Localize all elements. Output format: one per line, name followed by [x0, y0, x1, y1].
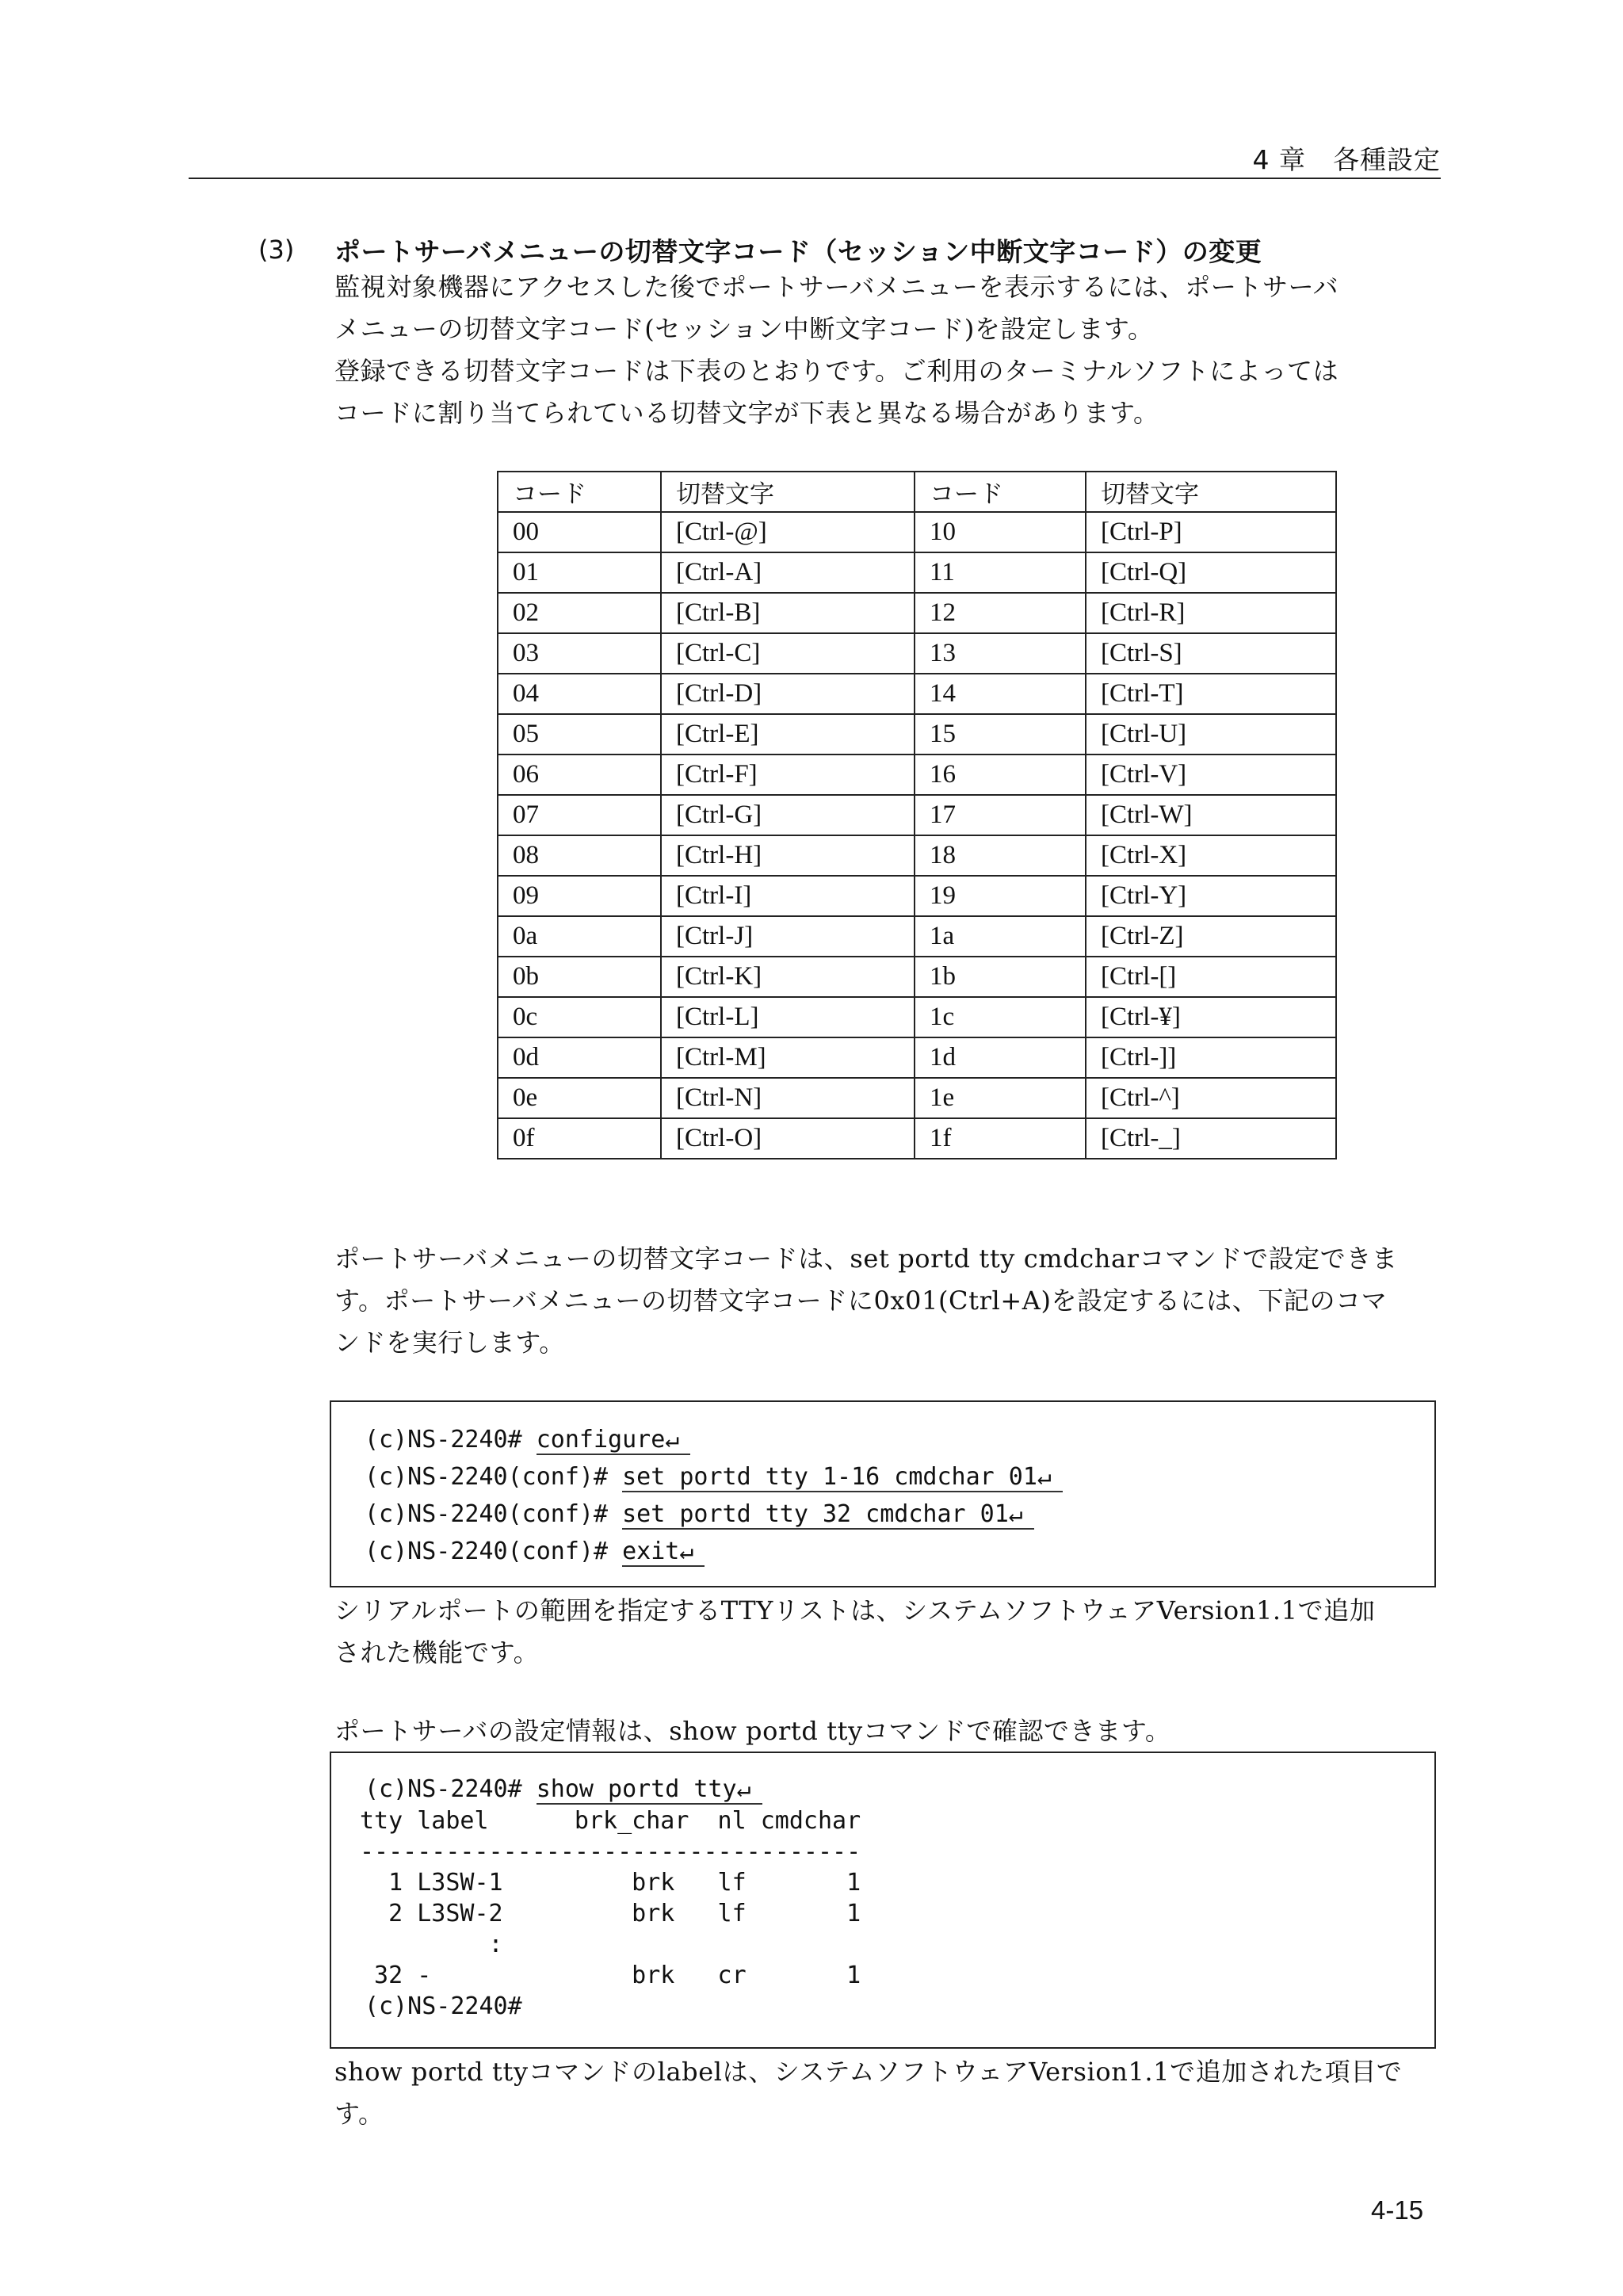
cell-code: 02 [498, 593, 661, 633]
code-output-line: 2 L3SW-2 brk lf 1 [360, 1900, 861, 1927]
table-row [498, 714, 1336, 755]
cell-switch-char: [Ctrl-R] [1086, 593, 1336, 633]
header-switch-char: 切替文字 [661, 472, 915, 512]
cell-switch-char: [Ctrl-S] [1086, 633, 1336, 674]
cell-switch-char: [Ctrl-H] [661, 835, 915, 876]
code-output-line: tty label brk_char nl cmdchar [360, 1807, 861, 1835]
cli-command: exit↵ [622, 1538, 705, 1567]
cell-switch-char: [Ctrl-F] [661, 755, 915, 795]
cell-code: 0d [498, 1037, 661, 1078]
tty-list-note [334, 1590, 1444, 1674]
cell-switch-char: [Ctrl-^] [1086, 1078, 1336, 1118]
table-row [498, 835, 1336, 876]
cell-code: 03 [498, 633, 661, 674]
cell-switch-char: [Ctrl-B] [661, 593, 915, 633]
cell-switch-char: [Ctrl-N] [661, 1078, 915, 1118]
cmdchar-paragraph [334, 1238, 1444, 1364]
table-row [498, 1118, 1336, 1159]
show-paragraph [334, 1710, 1444, 1752]
cell-code: 13 [915, 633, 1086, 674]
table-body [498, 512, 1336, 1159]
cell-switch-char: [Ctrl-V] [1086, 755, 1336, 795]
cell-code: 06 [498, 755, 661, 795]
cell-switch-char: [Ctrl-M] [661, 1037, 915, 1078]
paragraph-line: シリアルポートの範囲を指定するTTYリストは、システムソフトウェアVersion1.1で追加 [334, 1595, 1376, 1626]
table-row [498, 1037, 1336, 1078]
cell-code: 05 [498, 714, 661, 755]
cell-switch-char: [Ctrl-]] [1086, 1037, 1336, 1078]
table-header-row [498, 472, 1336, 512]
cell-switch-char: [Ctrl-K] [661, 957, 915, 997]
cell-code: 11 [915, 552, 1086, 593]
paragraph-line: コードに割り当てられている切替文字が下表と異なる場合があります。 [334, 398, 1159, 428]
cli-prompt: (c)NS-2240# [365, 1775, 537, 1803]
cell-code: 1c [915, 997, 1086, 1037]
header-rule [189, 178, 1441, 179]
cell-switch-char: [Ctrl-J] [661, 916, 915, 957]
cell-code: 16 [915, 755, 1086, 795]
cell-switch-char: [Ctrl-_] [1086, 1118, 1336, 1159]
cell-switch-char: [Ctrl-A] [661, 552, 915, 593]
paragraph-line: メニューの切替文字コード(セッション中断文字コード)を設定します。 [334, 314, 1154, 344]
cell-switch-char: [Ctrl-O] [661, 1118, 915, 1159]
code-output-line: 32 - brk cr 1 [360, 1962, 861, 1989]
cell-switch-char: [Ctrl-[] [1086, 957, 1336, 997]
cell-code: 1b [915, 957, 1086, 997]
paragraph-line: ポートサーバメニューの切替文字コードは、set portd tty cmdcharコマンドで設定できま [334, 1244, 1398, 1274]
table-row [498, 876, 1336, 916]
paragraph-line: された機能です。 [334, 1637, 540, 1668]
cell-switch-char: [Ctrl-D] [661, 674, 915, 714]
cell-switch-char: [Ctrl-X] [1086, 835, 1336, 876]
cell-switch-char: [Ctrl-@] [661, 512, 915, 552]
cell-code: 04 [498, 674, 661, 714]
label-note [334, 2051, 1444, 2135]
cell-code: 0b [498, 957, 661, 997]
cell-code: 0e [498, 1078, 661, 1118]
table-row [498, 593, 1336, 633]
cell-code: 09 [498, 876, 661, 916]
cli-command: set portd tty 32 cmdchar 01↵ [622, 1500, 1034, 1530]
cell-code: 1d [915, 1037, 1086, 1078]
code-line [365, 1426, 690, 1454]
chapter-header: 4 章 各種設定 [1252, 144, 1441, 175]
cell-code: 07 [498, 795, 661, 835]
cell-code: 14 [915, 674, 1086, 714]
paragraph-line: ンドを実行します。 [334, 1328, 565, 1358]
paragraph-line: す。 [334, 2099, 384, 2129]
cell-code: 0f [498, 1118, 661, 1159]
page-number: 4-15 [1371, 2195, 1424, 2225]
cli-command: configure↵ [537, 1426, 691, 1455]
config-command-box [330, 1400, 1436, 1587]
cell-code: 1f [915, 1118, 1086, 1159]
table-row [498, 633, 1336, 674]
cell-switch-char: [Ctrl-T] [1086, 674, 1336, 714]
table-row [498, 755, 1336, 795]
cell-switch-char: [Ctrl-Z] [1086, 916, 1336, 957]
cell-switch-char: [Ctrl-W] [1086, 795, 1336, 835]
cli-prompt: (c)NS-2240(conf)# [365, 1538, 623, 1565]
cli-command: set portd tty 1-16 cmdchar 01↵ [622, 1463, 1063, 1492]
cell-code: 0c [498, 997, 661, 1037]
cli-prompt: (c)NS-2240(conf)# [365, 1463, 623, 1491]
paragraph-line: show portd ttyコマンドのlabelは、システムソフトウェアVersion1.1で追加された項目で [334, 2057, 1403, 2087]
header-code: コード [915, 472, 1086, 512]
cell-switch-char: [Ctrl-C] [661, 633, 915, 674]
code-output-line: 1 L3SW-1 brk lf 1 [360, 1869, 861, 1897]
code-line [365, 1538, 705, 1565]
table-row [498, 997, 1336, 1037]
section-number: (3) [258, 235, 295, 265]
code-output-line: : [360, 1931, 503, 1958]
cell-code: 1a [915, 916, 1086, 957]
table-row [498, 674, 1336, 714]
paragraph-line: 監視対象機器にアクセスした後でポートサーバメニューを表示するには、ポートサーバ [334, 272, 1339, 302]
code-output-line: (c)NS-2240# [365, 1992, 522, 2020]
table-row [498, 552, 1336, 593]
code-line [365, 1775, 762, 1803]
header-code: コード [498, 472, 661, 512]
cell-switch-char: [Ctrl-G] [661, 795, 915, 835]
cell-switch-char: [Ctrl-U] [1086, 714, 1336, 755]
section-title: ポートサーバメニューの切替文字コード（セッション中断文字コード）の変更 [334, 236, 1262, 267]
table-row [498, 512, 1336, 552]
intro-paragraph [334, 266, 1444, 434]
table-row [498, 795, 1336, 835]
cli-command: show portd tty↵ [537, 1775, 762, 1805]
cell-switch-char: [Ctrl-L] [661, 997, 915, 1037]
table-row [498, 957, 1336, 997]
cell-code: 00 [498, 512, 661, 552]
cell-code: 10 [915, 512, 1086, 552]
cell-switch-char: [Ctrl-¥] [1086, 997, 1336, 1037]
cell-code: 0a [498, 916, 661, 957]
cmdchar-code-table [497, 471, 1337, 1159]
cli-prompt: (c)NS-2240(conf)# [365, 1500, 623, 1528]
cell-code: 15 [915, 714, 1086, 755]
table-row [498, 1078, 1336, 1118]
cell-switch-char: [Ctrl-I] [661, 876, 915, 916]
show-command-box [330, 1752, 1436, 2049]
cell-code: 08 [498, 835, 661, 876]
paragraph-line: 登録できる切替文字コードは下表のとおりです。ご利用のターミナルソフトによっては [334, 356, 1339, 386]
cell-switch-char: [Ctrl-P] [1086, 512, 1336, 552]
cell-code: 01 [498, 552, 661, 593]
header-switch-char: 切替文字 [1086, 472, 1336, 512]
cell-code: 12 [915, 593, 1086, 633]
cell-code: 18 [915, 835, 1086, 876]
code-line [365, 1500, 1034, 1528]
cell-switch-char: [Ctrl-Y] [1086, 876, 1336, 916]
table-row [498, 916, 1336, 957]
cell-code: 19 [915, 876, 1086, 916]
code-output-line: ----------------------------------- [360, 1838, 861, 1866]
code-line [365, 1463, 1063, 1491]
cell-switch-char: [Ctrl-E] [661, 714, 915, 755]
cli-prompt: (c)NS-2240# [365, 1426, 537, 1454]
paragraph-line: ポートサーバの設定情報は、show portd ttyコマンドで確認できます。 [334, 1716, 1171, 1746]
cell-switch-char: [Ctrl-Q] [1086, 552, 1336, 593]
paragraph-line: す。ポートサーバメニューの切替文字コードに0x01(Ctrl+A)を設定するには、下記のコマ [334, 1286, 1388, 1316]
cell-code: 1e [915, 1078, 1086, 1118]
cell-code: 17 [915, 795, 1086, 835]
